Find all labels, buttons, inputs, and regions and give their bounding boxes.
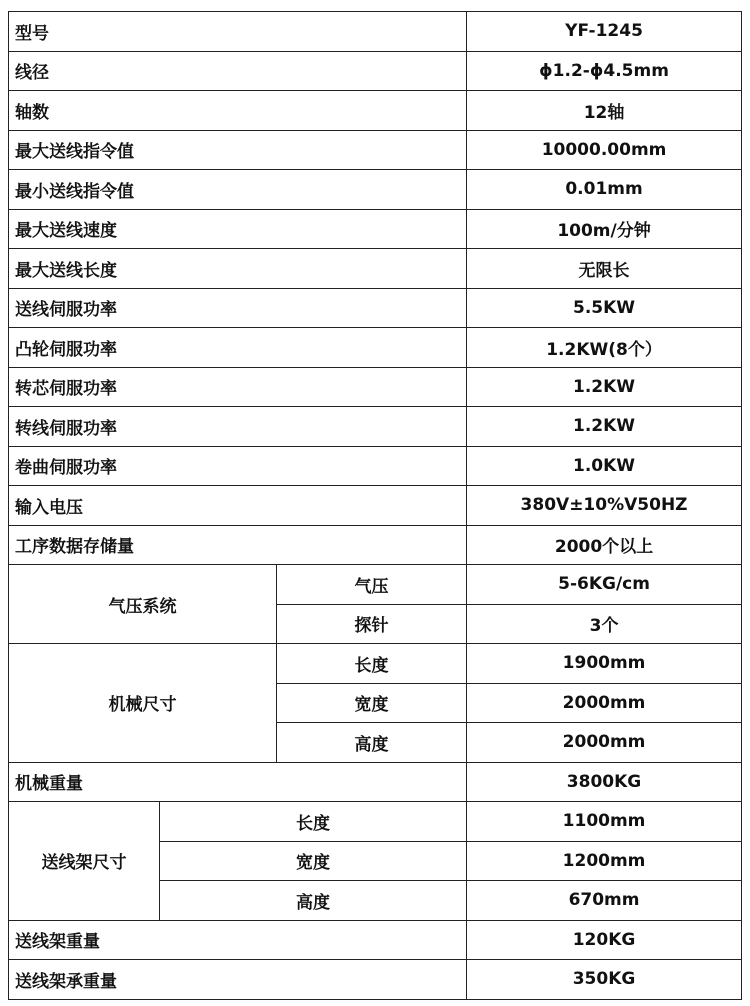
- spec-label: 送线架承重量: [9, 960, 467, 1000]
- spec-row-axes: [9, 91, 742, 131]
- spec-label: 转芯伺服功率: [9, 367, 467, 407]
- spec-label: 轴数: [9, 91, 467, 131]
- sub-label: 宽度: [277, 683, 467, 723]
- spec-value: 1100mm: [467, 802, 742, 842]
- spec-label: 线径: [9, 51, 467, 91]
- spec-value: ϕ1.2-ϕ4.5mm: [467, 51, 742, 91]
- sub-label: 高度: [277, 723, 467, 763]
- spec-label: 工序数据存储量: [9, 525, 467, 565]
- sub-label: 气压: [277, 565, 467, 605]
- sub-label: 长度: [160, 802, 467, 842]
- spec-value: 2000mm: [467, 723, 742, 763]
- spec-row-wire-diameter: [9, 51, 742, 91]
- spec-value: 2000mm: [467, 683, 742, 723]
- spec-row-max-feed-speed: [9, 209, 742, 249]
- spec-value: 3800KG: [467, 762, 742, 802]
- spec-value: 100m/分钟: [467, 209, 742, 249]
- spec-row-feed-servo-power: [9, 288, 742, 328]
- spec-value: 1.2KW: [467, 367, 742, 407]
- spec-value: 5-6KG/cm: [467, 565, 742, 605]
- spec-value: 120KG: [467, 920, 742, 960]
- spec-row-max-feed-length: [9, 249, 742, 289]
- spec-value: 5.5KW: [467, 288, 742, 328]
- spec-label: 型号: [9, 12, 467, 52]
- spec-row-model: [9, 12, 742, 52]
- spec-value: 1.2KW(8个）: [467, 328, 742, 368]
- spec-value: 350KG: [467, 960, 742, 1000]
- spec-row-machine-weight: [9, 762, 742, 802]
- spec-row-program-storage: [9, 525, 742, 565]
- group-label-air-system: 气压系统: [9, 565, 277, 644]
- spec-label: 机械重量: [9, 762, 467, 802]
- spec-value: 1.2KW: [467, 407, 742, 447]
- spec-label: 最小送线指令值: [9, 170, 467, 210]
- spec-row-feeder-load: [9, 960, 742, 1000]
- sub-label: 宽度: [160, 841, 467, 881]
- spec-row-spin-core-servo-power: [9, 367, 742, 407]
- spec-label: 最大送线长度: [9, 249, 467, 289]
- sub-label: 探针: [277, 604, 467, 644]
- spec-label: 卷曲伺服功率: [9, 446, 467, 486]
- spec-label: 最大送线指令值: [9, 130, 467, 170]
- sub-label: 高度: [160, 881, 467, 921]
- spec-value: 380V±10%V50HZ: [467, 486, 742, 526]
- spec-row-min-feed-command: [9, 170, 742, 210]
- spec-value: 3个: [467, 604, 742, 644]
- group-label-machine-size: 机械尺寸: [9, 644, 277, 763]
- spec-value: 1.0KW: [467, 446, 742, 486]
- sub-label: 长度: [277, 644, 467, 684]
- spec-label: 送线伺服功率: [9, 288, 467, 328]
- spec-value: 2000个以上: [467, 525, 742, 565]
- spec-value: 670mm: [467, 881, 742, 921]
- spec-row-wire-rotate-servo-power: [9, 407, 742, 447]
- spec-value: 12轴: [467, 91, 742, 131]
- spec-value: 1900mm: [467, 644, 742, 684]
- spec-row-feeder-weight: [9, 920, 742, 960]
- spec-label: 输入电压: [9, 486, 467, 526]
- spec-table: [8, 11, 742, 1000]
- spec-value: 无限长: [467, 249, 742, 289]
- spec-row-max-feed-command: [9, 130, 742, 170]
- group-label-feeder-size: 送线架尺寸: [9, 802, 160, 921]
- spec-row-air-pressure: [9, 565, 742, 605]
- spec-row-cam-servo-power: [9, 328, 742, 368]
- spec-row-curl-servo-power: [9, 446, 742, 486]
- spec-label: 转线伺服功率: [9, 407, 467, 447]
- spec-row-machine-length: [9, 644, 742, 684]
- spec-label: 最大送线速度: [9, 209, 467, 249]
- spec-label: 凸轮伺服功率: [9, 328, 467, 368]
- spec-value: 1200mm: [467, 841, 742, 881]
- spec-label: 送线架重量: [9, 920, 467, 960]
- spec-value: YF-1245: [467, 12, 742, 52]
- spec-value: 10000.00mm: [467, 130, 742, 170]
- spec-row-feeder-length: [9, 802, 742, 842]
- spec-value: 0.01mm: [467, 170, 742, 210]
- spec-row-input-voltage: [9, 486, 742, 526]
